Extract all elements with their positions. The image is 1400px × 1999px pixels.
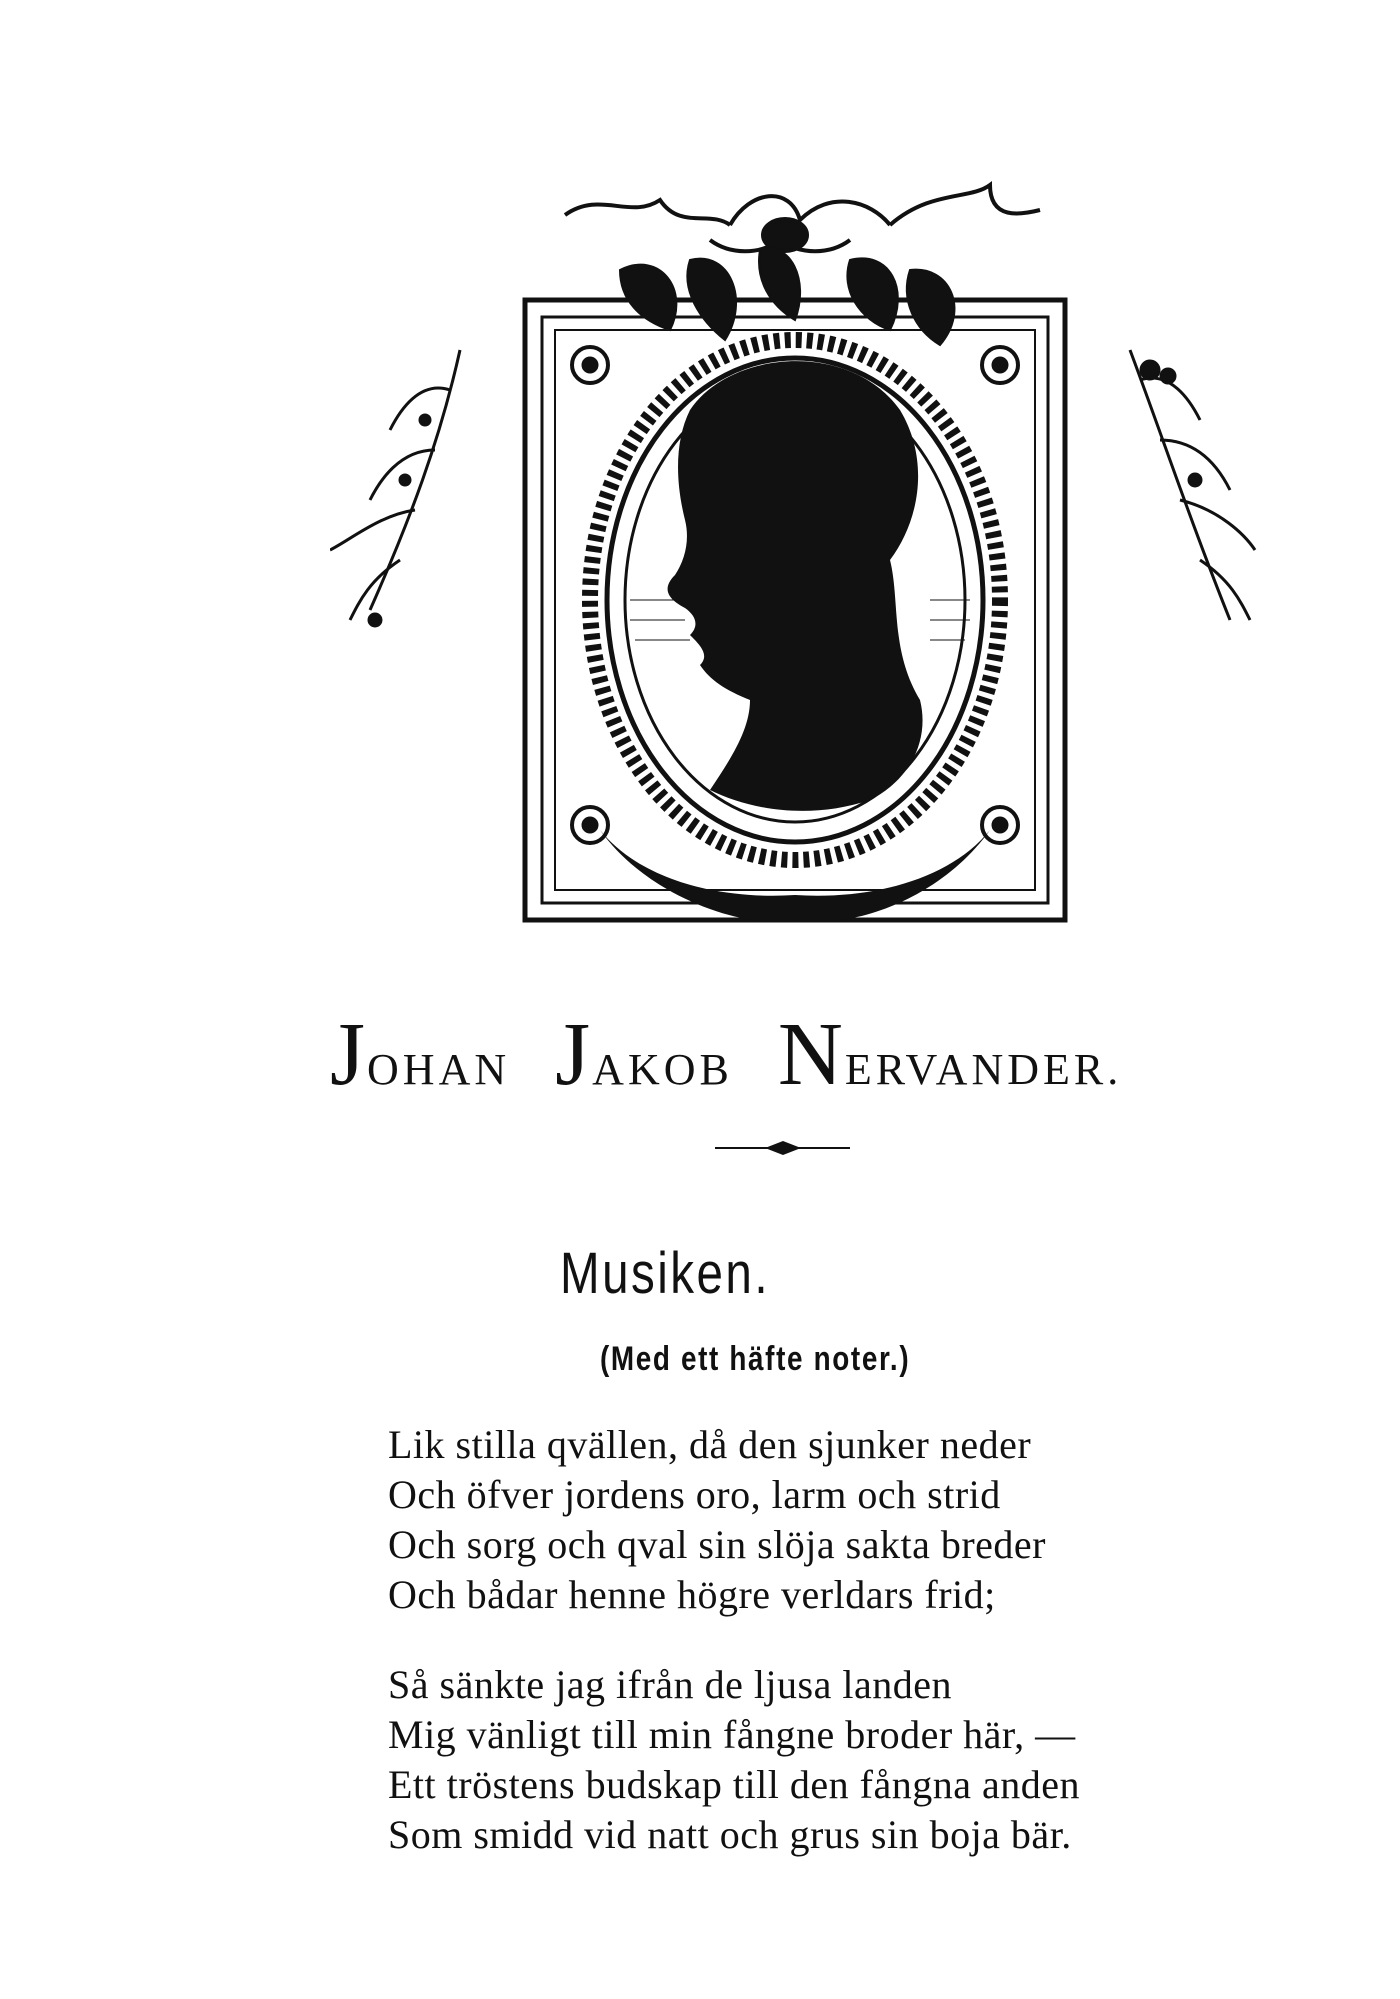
ribbon-bow-ornament xyxy=(565,185,1040,251)
stanza-2 xyxy=(388,1660,1248,1860)
poem-line: Mig vänligt till min fångne broder här, — xyxy=(388,1712,1076,1757)
left-branch xyxy=(330,350,460,626)
stanza-1 xyxy=(388,1420,1248,1620)
author-middle-rest: AKOB xyxy=(592,1045,733,1094)
poem-line: Och öfver jordens oro, larm och strid xyxy=(388,1472,1001,1517)
right-branch xyxy=(1130,350,1255,620)
poem-line: Lik stilla qvällen, då den sjunker neder xyxy=(388,1422,1032,1467)
poem-line: Och bådar henne högre verldars frid; xyxy=(388,1572,996,1617)
poem-line: Som smidd vid natt och grus sin boja bär. xyxy=(388,1812,1072,1857)
poem-line: Så sänkte jag ifrån de ljusa landen xyxy=(388,1662,952,1707)
ornamental-divider xyxy=(715,1140,850,1156)
poem-subtitle: (Med ett häfte noter.) xyxy=(600,1340,911,1378)
author-first-rest: OHAN xyxy=(367,1045,511,1094)
poem-title: Musiken. xyxy=(560,1241,770,1306)
author-middle-initial: J xyxy=(555,1005,593,1104)
author-portrait-engraving xyxy=(330,180,1260,970)
poem-line: Och sorg och qval sin slöja sakta breder xyxy=(388,1522,1046,1567)
profile-silhouette xyxy=(668,361,923,811)
author-first-initial: J xyxy=(330,1005,368,1104)
poem-line: Ett tröstens budskap till den fångna anden xyxy=(388,1762,1080,1807)
author-name xyxy=(330,1000,1230,1110)
author-last-initial: N xyxy=(777,1005,845,1104)
author-last-rest: ERVANDER. xyxy=(844,1045,1123,1094)
